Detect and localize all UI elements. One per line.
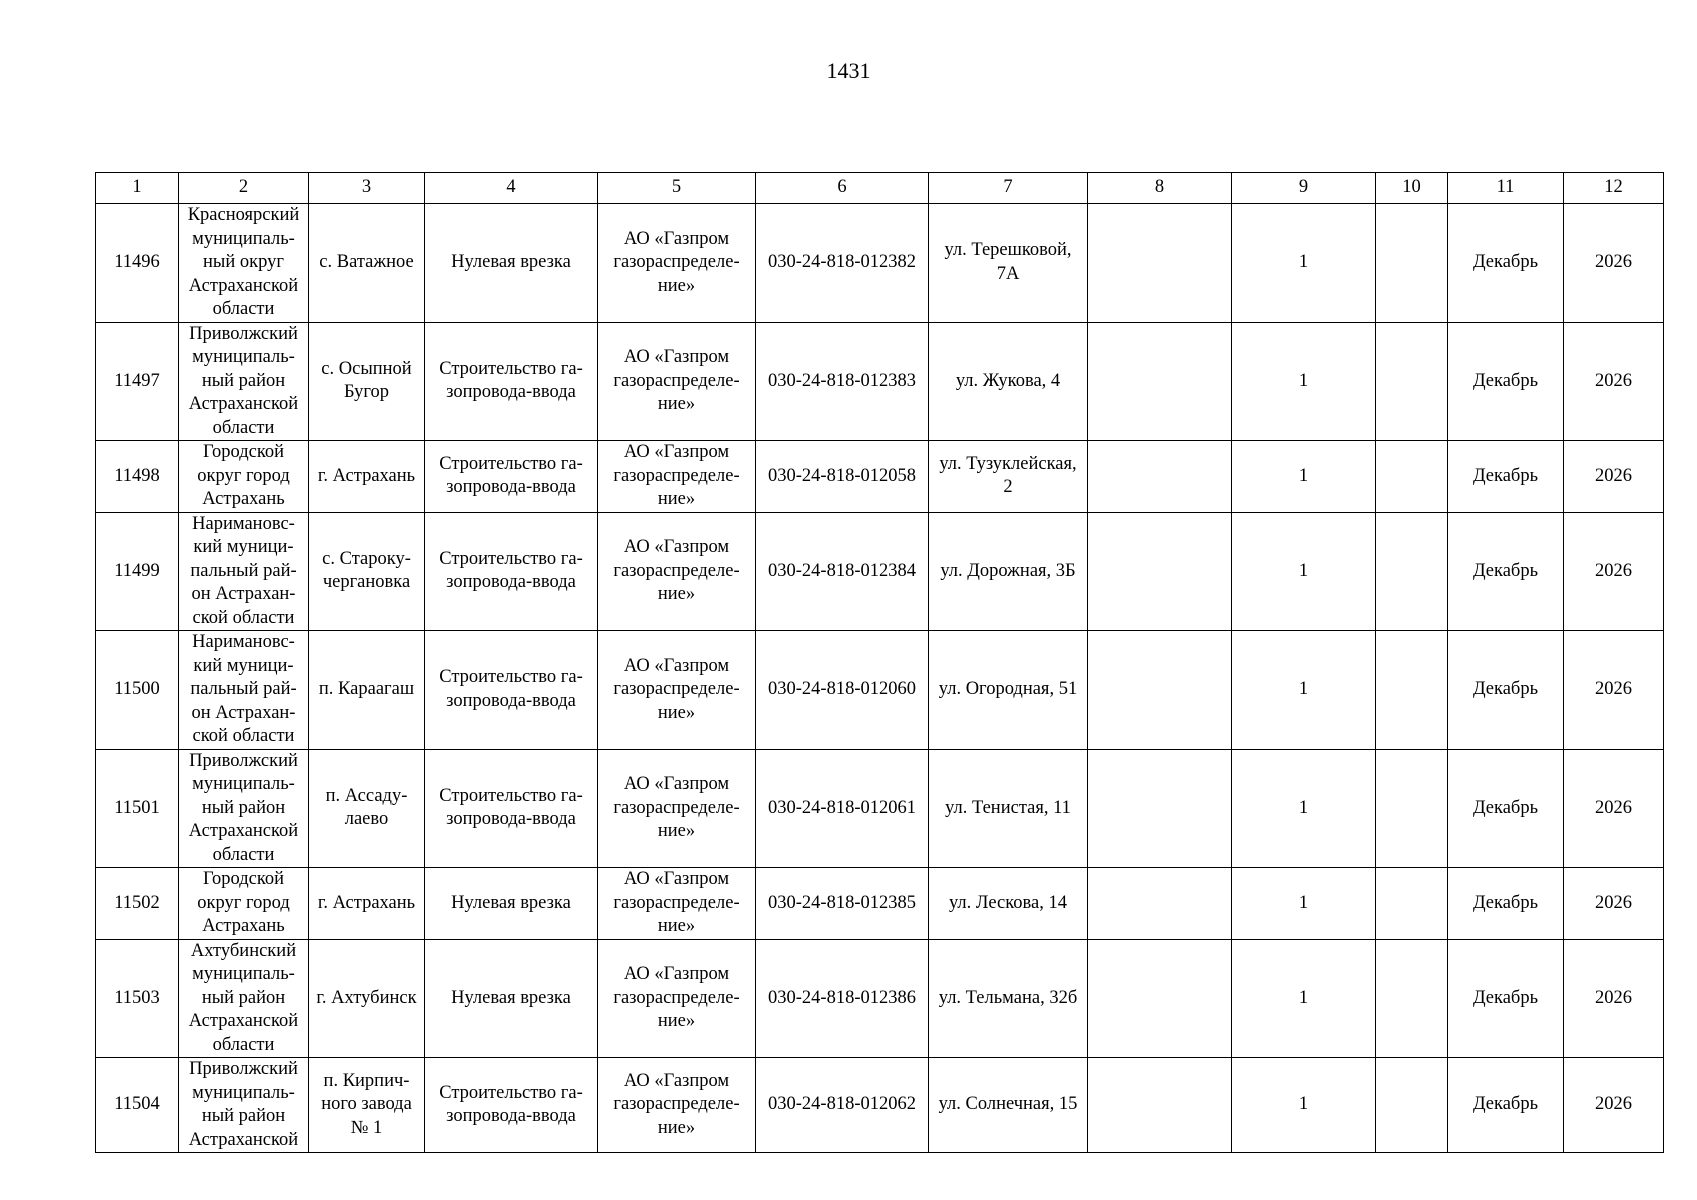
district-line: кий муници- [193, 655, 294, 676]
district-line: муниципаль- [192, 1082, 295, 1103]
work-type-cell [425, 322, 598, 441]
settlement-cell [309, 631, 425, 750]
work-type-line: Строительство га- [439, 453, 583, 474]
row-number-cell: 11501 [96, 749, 179, 868]
month-cell: Декабрь [1448, 441, 1564, 513]
code-cell: 030-24-818-012062 [756, 1058, 929, 1153]
work-type-cell [425, 868, 598, 940]
address-line: ул. Тенистая, 11 [945, 797, 1071, 818]
district-cell [179, 322, 309, 441]
settlement-line: чергановка [322, 572, 411, 593]
district-cell [179, 441, 309, 513]
year-cell: 2026 [1564, 868, 1664, 940]
district-cell [179, 631, 309, 750]
district-line: муниципаль- [192, 347, 295, 367]
organization-cell [598, 749, 756, 868]
district-line: Астрахань [202, 916, 285, 936]
address-line: ул. Солнечная, 15 [938, 1094, 1078, 1115]
code-cell: 030-24-818-012060 [756, 631, 929, 750]
table-row [96, 204, 1664, 323]
district-line: ный район [201, 987, 286, 1008]
table-body [96, 204, 1664, 1153]
organization-line: газораспределе- [613, 679, 740, 699]
work-type-cell [425, 939, 598, 1058]
work-type-cell [425, 512, 598, 631]
organization-line: газораспределе- [613, 252, 740, 272]
organization-line: ние» [657, 821, 696, 841]
code-cell: 030-24-818-012061 [756, 749, 929, 868]
work-type-line: зопровода-ввода [446, 477, 576, 498]
row-number-cell: 11499 [96, 512, 179, 631]
address-cell [929, 512, 1088, 631]
work-type-line: зопровода-ввода [446, 809, 576, 830]
column-10-cell [1376, 512, 1448, 631]
settlement-line: г. Астрахань [317, 465, 416, 486]
quantity-cell: 1 [1232, 868, 1376, 940]
organization-line: АО «Газпром [623, 537, 730, 557]
address-line: ул. Тузуклейская, [939, 453, 1077, 474]
code-cell: 030-24-818-012058 [756, 441, 929, 513]
column-8-cell [1088, 1058, 1232, 1153]
month-cell: Декабрь [1448, 631, 1564, 750]
settlement-line: № 1 [350, 1117, 383, 1138]
organization-cell [598, 868, 756, 940]
settlement-line: п. Караагаш [318, 679, 415, 699]
quantity-cell: 1 [1232, 631, 1376, 750]
month-cell: Декабрь [1448, 1058, 1564, 1153]
year-cell: 2026 [1564, 939, 1664, 1058]
district-line: Наримановс- [192, 632, 295, 652]
year-cell: 2026 [1564, 204, 1664, 323]
district-line: области [212, 417, 275, 438]
district-cell [179, 868, 309, 940]
work-type-line: Строительство га- [439, 358, 583, 379]
settlement-cell [309, 749, 425, 868]
table-row [96, 939, 1664, 1058]
work-type-line: Нулевая врезка [451, 252, 571, 272]
column-10-cell [1376, 939, 1448, 1058]
address-cell [929, 631, 1088, 750]
work-type-cell [425, 631, 598, 750]
month-cell: Декабрь [1448, 868, 1564, 940]
row-number-cell: 11500 [96, 631, 179, 750]
organization-line: газораспределе- [613, 1094, 740, 1115]
table-row [96, 631, 1664, 750]
organization-line: АО «Газпром [623, 964, 730, 984]
district-line: Наримановс- [192, 513, 295, 534]
column-10-cell [1376, 868, 1448, 940]
organization-cell [598, 939, 756, 1058]
row-number-cell: 11504 [96, 1058, 179, 1153]
settlement-line: с. Староку- [322, 548, 411, 569]
organization-line: АО «Газпром [623, 347, 730, 367]
district-line: округ город [197, 465, 290, 486]
month-cell: Декабрь [1448, 322, 1564, 441]
month-cell: Декабрь [1448, 204, 1564, 323]
organization-cell [598, 441, 756, 513]
column-10-cell [1376, 441, 1448, 513]
settlement-cell [309, 939, 425, 1058]
column-8-cell [1088, 322, 1232, 441]
address-line: 7А [996, 263, 1020, 284]
column-8-cell [1088, 441, 1232, 513]
year-cell: 2026 [1564, 322, 1664, 441]
organization-line: ние» [657, 489, 696, 509]
page-number: 1431 [826, 58, 871, 83]
organization-line: ние» [657, 394, 696, 414]
quantity-cell: 1 [1232, 204, 1376, 323]
quantity-cell: 1 [1232, 939, 1376, 1058]
address-line: ул. Терешковой, [944, 240, 1072, 261]
column-8-cell [1088, 939, 1232, 1058]
month-cell: Декабрь [1448, 749, 1564, 868]
district-line: Городской [202, 869, 285, 889]
organization-cell [598, 204, 756, 323]
column-10-cell [1376, 204, 1448, 323]
organization-cell [598, 512, 756, 631]
table-row [96, 1058, 1664, 1153]
organization-line: АО «Газпром [623, 655, 730, 676]
organization-cell [598, 631, 756, 750]
year-cell: 2026 [1564, 512, 1664, 631]
year-cell: 2026 [1564, 749, 1664, 868]
column-header: 2 [179, 173, 309, 204]
address-line: 2 [1003, 477, 1013, 498]
organization-line: АО «Газпром [623, 1070, 730, 1091]
column-header: 8 [1088, 173, 1232, 204]
address-cell [929, 749, 1088, 868]
code-cell: 030-24-818-012386 [756, 939, 929, 1058]
district-line: ской области [192, 726, 295, 746]
district-line: ской области [192, 607, 295, 628]
column-8-cell [1088, 204, 1232, 323]
column-header: 1 [96, 173, 179, 204]
column-header: 10 [1376, 173, 1448, 204]
work-type-cell [425, 441, 598, 513]
district-line: Астрахань [202, 489, 285, 509]
settlement-cell [309, 1058, 425, 1153]
district-line: Приволжский [189, 323, 298, 344]
work-type-line: Строительство га- [439, 785, 583, 806]
work-type-line: Нулевая врезка [451, 892, 571, 913]
settlement-line: п. Ассаду- [325, 785, 408, 806]
address-cell [929, 939, 1088, 1058]
district-line: муниципаль- [192, 228, 295, 249]
code-cell: 030-24-818-012384 [756, 512, 929, 631]
organization-line: газораспределе- [613, 465, 740, 486]
district-line: области [212, 1034, 275, 1055]
organization-cell [598, 322, 756, 441]
code-cell: 030-24-818-012382 [756, 204, 929, 323]
row-number-cell: 11502 [96, 868, 179, 940]
work-type-line: зопровода-ввода [446, 690, 576, 711]
address-cell [929, 204, 1088, 323]
work-type-line: зопровода-ввода [446, 1106, 576, 1126]
district-cell [179, 204, 309, 323]
district-line: пальный рай- [190, 560, 297, 581]
quantity-cell: 1 [1232, 749, 1376, 868]
quantity-cell: 1 [1232, 512, 1376, 631]
table-row [96, 441, 1664, 513]
column-8-cell [1088, 868, 1232, 940]
district-line: округ город [197, 892, 290, 913]
district-line: Красноярский [187, 205, 300, 225]
address-cell [929, 1058, 1088, 1153]
header-row [96, 173, 1664, 204]
column-10-cell [1376, 749, 1448, 868]
quantity-cell: 1 [1232, 1058, 1376, 1153]
table-row [96, 322, 1664, 441]
code-cell: 030-24-818-012383 [756, 322, 929, 441]
address-cell [929, 868, 1088, 940]
district-line: пальный рай- [190, 679, 297, 699]
settlement-line: с. Ватажное [319, 252, 414, 272]
district-cell [179, 512, 309, 631]
column-header: 11 [1448, 173, 1564, 204]
district-line: муниципаль- [192, 964, 295, 984]
address-line: ул. Жукова, 4 [955, 370, 1061, 391]
work-type-line: Нулевая врезка [451, 987, 571, 1008]
settlement-line: с. Осыпной [321, 358, 412, 379]
table-row [96, 749, 1664, 868]
organization-line: АО «Газпром [623, 228, 730, 249]
district-line: он Астрахан- [191, 584, 296, 604]
work-type-line: зопровода-ввода [446, 572, 576, 593]
work-type-cell [425, 1058, 598, 1153]
district-line: Городской [202, 442, 285, 462]
settlement-line: ного завода [321, 1094, 412, 1115]
work-type-line: Строительство га- [439, 548, 583, 569]
district-cell [179, 749, 309, 868]
address-cell [929, 322, 1088, 441]
address-line: ул. Тельмана, 32б [938, 987, 1078, 1008]
column-10-cell [1376, 631, 1448, 750]
column-10-cell [1376, 1058, 1448, 1153]
column-header: 6 [756, 173, 929, 204]
address-cell [929, 441, 1088, 513]
organization-line: ние» [657, 275, 696, 296]
district-line: ный район [201, 1106, 286, 1126]
district-line: муниципаль- [192, 774, 295, 794]
organization-line: газораспределе- [613, 892, 740, 913]
table-row [96, 868, 1664, 940]
work-type-line: зопровода-ввода [446, 382, 576, 403]
organization-line: газораспределе- [613, 560, 740, 581]
district-line: ный район [201, 797, 286, 818]
district-line: Астраханской [188, 821, 299, 841]
organization-line: ние» [657, 584, 696, 604]
settlement-line: г. Ахтубинск [316, 987, 417, 1008]
year-cell: 2026 [1564, 631, 1664, 750]
column-header: 4 [425, 173, 598, 204]
data-table [95, 172, 1664, 1153]
address-line: ул. Лескова, 14 [949, 892, 1067, 913]
organization-line: ние» [657, 1011, 696, 1031]
organization-line: ние» [657, 702, 696, 723]
work-type-line: Строительство га- [439, 1082, 583, 1103]
column-header: 12 [1564, 173, 1664, 204]
column-header: 9 [1232, 173, 1376, 204]
organization-line: АО «Газпром [623, 442, 730, 462]
work-type-cell [425, 749, 598, 868]
row-number-cell: 11497 [96, 322, 179, 441]
organization-line: АО «Газпром [623, 774, 730, 794]
table-row [96, 512, 1664, 631]
column-header: 3 [309, 173, 425, 204]
address-line: ул. Дорожная, 3Б [940, 560, 1076, 581]
month-cell: Декабрь [1448, 939, 1564, 1058]
district-cell [179, 1058, 309, 1153]
column-header: 5 [598, 173, 756, 204]
address-line: ул. Огородная, 51 [938, 679, 1078, 699]
column-header: 7 [929, 173, 1088, 204]
district-line: кий муници- [193, 537, 294, 557]
organization-line: газораспределе- [613, 797, 740, 818]
year-cell: 2026 [1564, 441, 1664, 513]
district-line: Астраханской [188, 394, 299, 414]
district-line: ный район [201, 370, 286, 391]
district-cell [179, 939, 309, 1058]
quantity-cell: 1 [1232, 322, 1376, 441]
work-type-cell [425, 204, 598, 323]
settlement-cell [309, 204, 425, 323]
organization-line: ние» [657, 1117, 696, 1138]
settlement-cell [309, 441, 425, 513]
settlement-cell [309, 868, 425, 940]
settlement-cell [309, 322, 425, 441]
organization-line: ние» [657, 916, 696, 936]
year-cell: 2026 [1564, 1058, 1664, 1153]
column-10-cell [1376, 322, 1448, 441]
settlement-line: г. Астрахань [317, 892, 416, 913]
district-line: Астраханской [188, 1129, 299, 1150]
organization-line: газораспределе- [613, 987, 740, 1008]
code-cell: 030-24-818-012385 [756, 868, 929, 940]
quantity-cell: 1 [1232, 441, 1376, 513]
settlement-cell [309, 512, 425, 631]
column-8-cell [1088, 512, 1232, 631]
district-line: Приволжский [189, 1059, 298, 1079]
month-cell: Декабрь [1448, 512, 1564, 631]
district-line: области [212, 844, 275, 865]
district-line: ный округ [203, 252, 284, 272]
district-line: Приволжский [189, 750, 298, 771]
row-number-cell: 11503 [96, 939, 179, 1058]
column-8-cell [1088, 631, 1232, 750]
row-number-cell: 11496 [96, 204, 179, 323]
district-line: Астраханской [188, 275, 299, 296]
settlement-line: п. Кирпич- [323, 1070, 410, 1091]
organization-line: газораспределе- [613, 370, 740, 391]
district-line: области [212, 299, 275, 319]
row-number-cell: 11498 [96, 441, 179, 513]
organization-line: АО «Газпром [623, 869, 730, 889]
district-line: он Астрахан- [191, 702, 296, 723]
column-8-cell [1088, 749, 1232, 868]
work-type-line: Строительство га- [439, 667, 583, 688]
district-line: Ахтубинский [190, 940, 297, 961]
settlement-line: лаево [344, 809, 389, 830]
district-line: Астраханской [188, 1011, 299, 1031]
organization-cell [598, 1058, 756, 1153]
settlement-line: Бугор [343, 382, 390, 403]
